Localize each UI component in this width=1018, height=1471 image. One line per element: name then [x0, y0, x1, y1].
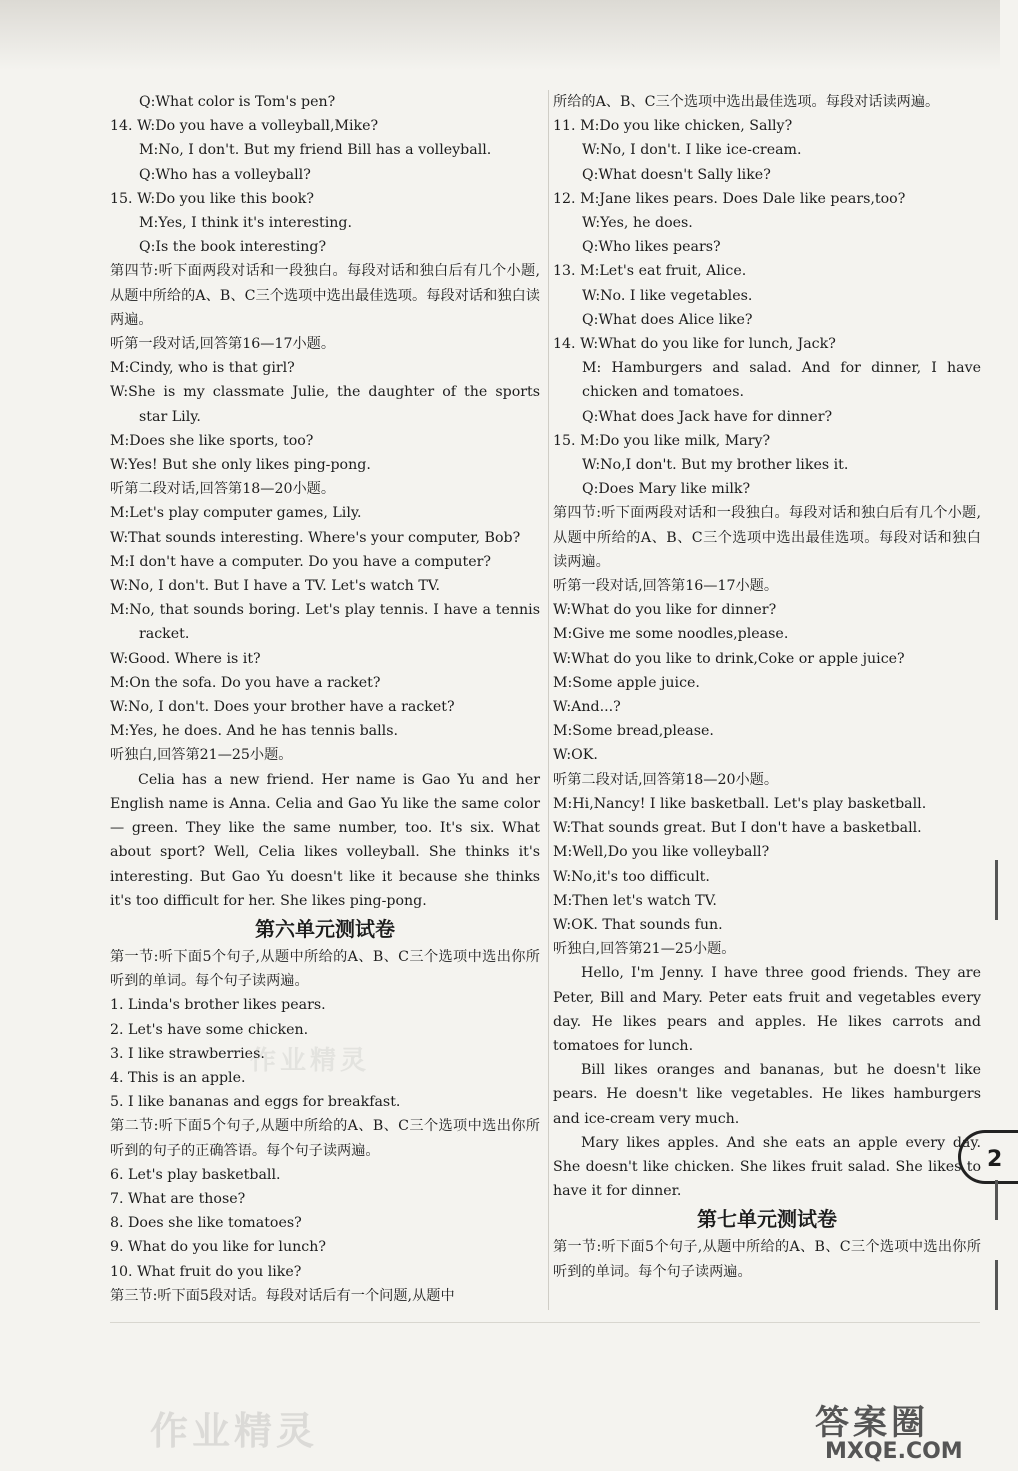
sentence-item: 4. This is an apple. [110, 1069, 246, 1086]
dialogue-line: M:No, that sounds boring. Let's play tennis. I have a tennis racket. [110, 602, 540, 643]
dialogue-line: Q:What doesn't Sally like? [582, 166, 771, 183]
dialogue-line: M:On the sofa. Do you have a racket? [110, 674, 381, 691]
sentence-item: 2. Let's have some chicken. [110, 1021, 309, 1038]
dialogue-line: W:No. I like vegetables. [582, 287, 753, 304]
dialogue-line: M:Does she like sports, too? [110, 432, 314, 449]
dialogue-line: M:Yes, I think it's interesting. [139, 215, 352, 232]
left-column [110, 90, 540, 1308]
sentence-item: 1. Linda's brother likes pears. [110, 997, 326, 1014]
sentence-item: 8. Does she like tomatoes? [110, 1215, 302, 1232]
monologue-paragraph: Celia has a new friend. Her name is Gao Yu and her English name is Anna. Celia and Gao Yu like the same color — green. They like the same number, too. It's six. What about sport? Well, Celia likes volleyball. She thinks it's interesting. But Gao Yu doesn't like it because she thinks it's too difficult for her. She likes ping-pong. [110, 771, 540, 909]
sub-instruction: 听独白,回答第21—25小题。 [110, 747, 293, 764]
dialogue-line: W:And...? [553, 699, 621, 716]
sub-instruction: 听独白,回答第21—25小题。 [553, 941, 736, 958]
section-instruction: 第二节:听下面5个句子,从题中所给的A、B、C三个选项中选出你所听到的句子的正确答语。每个句子读两遍。 [110, 1118, 540, 1159]
dialogue-line: Q:Is the book interesting? [139, 239, 327, 256]
question-item: 14. W:Do you have a volleyball,Mike? [110, 118, 379, 135]
dialogue-line: M:Let's play computer games, Lily. [110, 505, 362, 522]
dialogue-line: W:Good. Where is it? [110, 650, 261, 667]
dialogue-line: Q:What color is Tom's pen? [139, 94, 336, 110]
question-item: 12. M:Jane likes pears. Does Dale like pears,too? [553, 190, 906, 207]
question-item: 13. M:Let's eat fruit, Alice. [553, 263, 747, 280]
scan-edge-mark [995, 1260, 998, 1310]
dialogue-line: M:No, I don't. But my friend Bill has a volleyball. [139, 142, 492, 159]
sub-instruction: 听第二段对话,回答第18—20小题。 [110, 481, 336, 498]
dialogue-line: W:Yes! But she only likes ping-pong. [110, 457, 371, 474]
dialogue-line: Q:Does Mary like milk? [582, 481, 751, 498]
dialogue-line: Q:What does Alice like? [582, 311, 753, 328]
question-item: 15. M:Do you like milk, Mary? [553, 432, 771, 449]
dialogue-line: W:What do you like to drink,Coke or apple juice? [553, 650, 905, 667]
section-instruction: 第四节:听下面两段对话和一段独白。每段对话和独白后有几个小题,从题中所给的A、B、C三个选项中选出最佳选项。每段对话和独白读两遍。 [553, 505, 981, 570]
sentence-item: 9. What do you like for lunch? [110, 1239, 326, 1256]
watermark-text-faint: 作业精灵 [250, 1046, 371, 1076]
dialogue-line: W:No, I don't. Does your brother have a racket? [110, 699, 455, 716]
dialogue-line: W:Yes, he does. [582, 215, 693, 232]
site-logo-url: MXQE.COM [825, 1439, 963, 1464]
column-divider [548, 90, 549, 1310]
dialogue-line: W:What do you like for dinner? [553, 602, 777, 619]
monologue-paragraph: Bill likes oranges and bananas, but he doesn't like pears. He doesn't like vegetables. He likes hamburgers and ice-cream very much. [553, 1062, 981, 1127]
dialogue-line: M:Hi,Nancy! I like basketball. Let's play basketball. [553, 795, 927, 812]
bottom-rule [110, 1322, 980, 1323]
scan-top-shadow [0, 0, 1000, 70]
sub-instruction: 听第一段对话,回答第16—17小题。 [110, 336, 336, 353]
dialogue-line: W:That sounds interesting. Where's your computer, Bob? [110, 529, 521, 546]
dialogue-line: Q:Who has a volleyball? [139, 166, 311, 183]
dialogue-line: Q:What does Jack have for dinner? [582, 408, 833, 425]
section-instruction: 第三节:听下面5段对话。每段对话后有一个问题,从题中 [110, 1287, 455, 1304]
dialogue-line: M:Then let's watch TV. [553, 892, 717, 909]
sentence-item: 10. What fruit do you like? [110, 1263, 302, 1280]
section-instruction: 所给的A、B、C三个选项中选出最佳选项。每段对话读两遍。 [553, 94, 940, 110]
right-column [553, 90, 981, 1284]
dialogue-line: W:She is my classmate Julie, the daughter of the sports star Lily. [110, 384, 540, 425]
page-number: 2 [958, 1130, 1018, 1184]
section-instruction: 第四节:听下面两段对话和一段独白。每段对话和独白后有几个小题,从题中所给的A、B、C三个选项中选出最佳选项。每段对话和独白读两遍。 [110, 263, 540, 328]
dialogue-line: M: Hamburgers and salad. And for dinner, I have chicken and tomatoes. [582, 360, 981, 401]
section-instruction: 第一节:听下面5个句子,从题中所给的A、B、C三个选项中选出你所听到的单词。每个句子读两遍。 [553, 1239, 981, 1280]
question-item: 14. W:What do you like for lunch, Jack? [553, 336, 836, 353]
dialogue-line: M:Well,Do you like volleyball? [553, 844, 770, 861]
dialogue-line: M:Some apple juice. [553, 674, 700, 691]
monologue-paragraph: Hello, I'm Jenny. I have three good friends. They are Peter, Bill and Mary. Peter eats fruit and vegetables every day. He likes pears and apples. He likes carrots and tomatoes for lunch. [553, 965, 981, 1054]
sub-instruction: 听第二段对话,回答第18—20小题。 [553, 771, 779, 788]
dialogue-line: Q:Who likes pears? [582, 239, 721, 256]
section-instruction: 第一节:听下面5个句子,从题中所给的A、B、C三个选项中选出你所听到的单词。每个句子读两遍。 [110, 948, 540, 990]
sentence-item: 7. What are those? [110, 1190, 246, 1207]
sentence-item: 5. I like bananas and eggs for breakfast. [110, 1094, 401, 1111]
dialogue-line: W:No,it's too difficult. [553, 868, 710, 885]
site-logo [815, 1395, 995, 1467]
sentence-item: 3. I like strawberries. [110, 1045, 265, 1062]
unit-title: 第七单元测试卷 [697, 1207, 837, 1232]
monologue-paragraph: Mary likes apples. And she eats an apple every day. She doesn't like chicken. She likes fruit salad. She likes to have it for dinner. [553, 1134, 981, 1200]
unit-title: 第六单元测试卷 [255, 916, 395, 941]
dialogue-line: W:No, I don't. I like ice-cream. [582, 142, 802, 159]
question-item: 15. W:Do you like this book? [110, 190, 314, 207]
dialogue-line: W:No,I don't. But my brother likes it. [582, 457, 849, 474]
dialogue-line: M:Yes, he does. And he has tennis balls. [110, 723, 399, 740]
question-item: 11. M:Do you like chicken, Sally? [553, 118, 793, 135]
sentence-item: 6. Let's play basketball. [110, 1166, 281, 1183]
dialogue-line: W:No, I don't. But I have a TV. Let's watch TV. [110, 578, 441, 595]
scan-edge-mark [995, 1180, 998, 1220]
dialogue-line: W:OK. [553, 747, 598, 764]
site-logo-text: 答案圈 [815, 1403, 929, 1443]
dialogue-line: M:Give me some noodles,please. [553, 626, 789, 643]
dialogue-line: M:Cindy, who is that girl? [110, 360, 295, 377]
dialogue-line: M:I don't have a computer. Do you have a computer? [110, 553, 492, 570]
watermark-text: 作业精灵 [150, 1409, 319, 1453]
dialogue-line: W:That sounds great. But I don't have a basketball. [553, 820, 922, 837]
sub-instruction: 听第一段对话,回答第16—17小题。 [553, 578, 779, 595]
scan-edge-mark [995, 860, 998, 920]
dialogue-line: W:OK. That sounds fun. [553, 916, 723, 933]
dialogue-line: M:Some bread,please. [553, 723, 714, 740]
